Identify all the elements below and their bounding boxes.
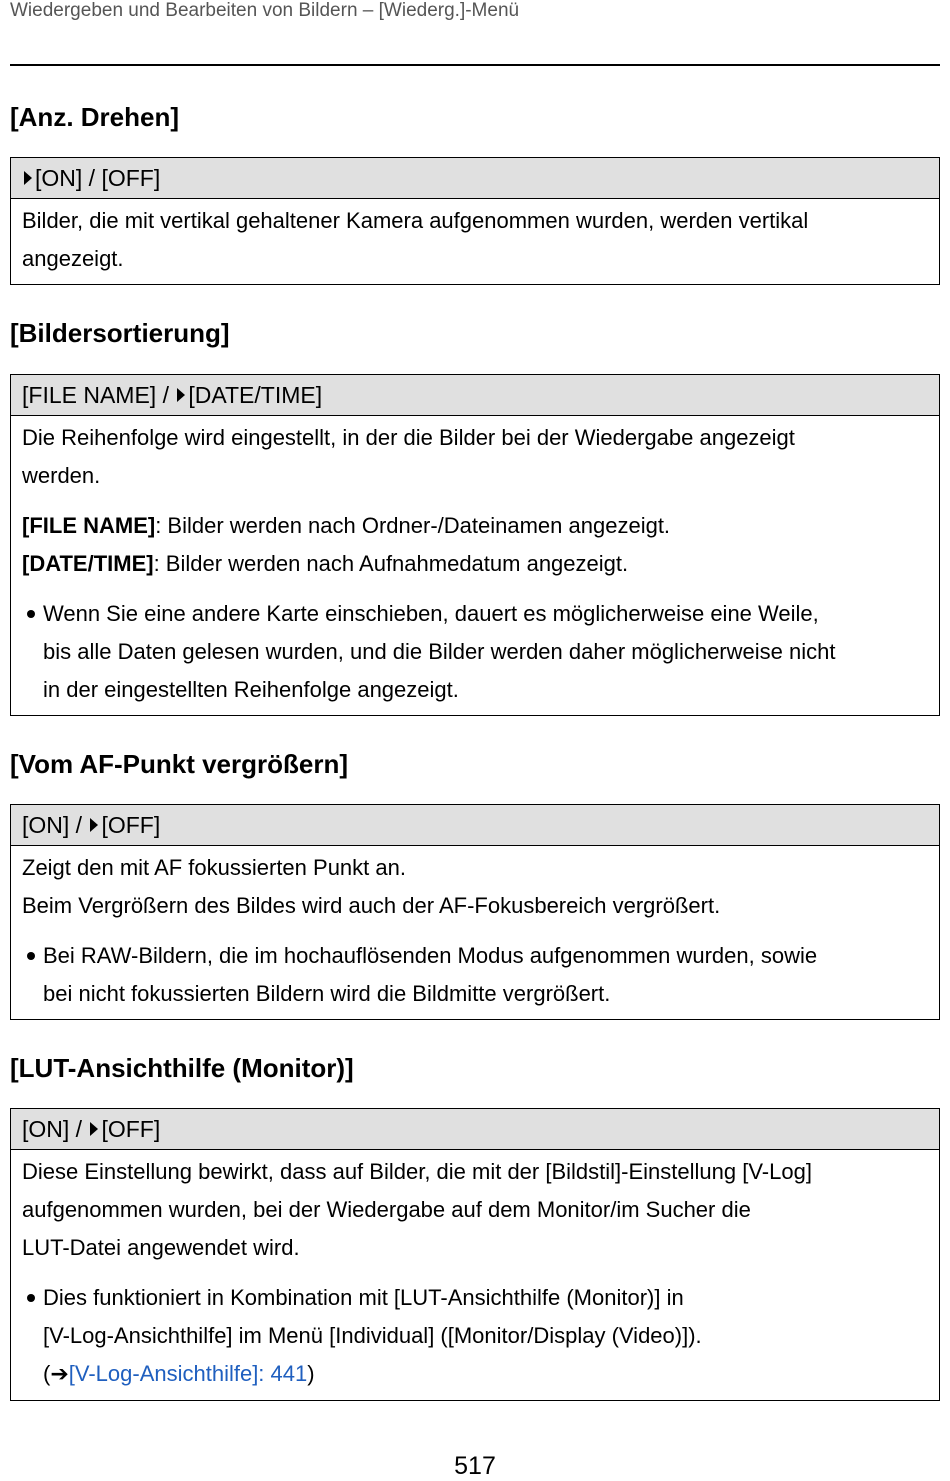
- description-line: LUT-Datei angewendet wird.: [22, 1235, 300, 1260]
- section-title-bildersortierung: [Bildersortierung]: [10, 318, 230, 348]
- description-line: Diese Einstellung bewirkt, dass auf Bilder, die mit der [Bildstil]-Einstellung [V-Log]: [22, 1159, 812, 1184]
- option-date-time: [DATE/TIME]: [188, 382, 323, 408]
- note-bullet: Dies funktioniert in Kombination mit [LUT-Ansichthilfe (Monitor)] in [V-Log-Ansichthilfe] im Menü [Individual] ([Monitor/Display (Video)]). (➔[V-Log-Ansichthilfe]: 441): [22, 1279, 925, 1394]
- option-on: [ON]: [22, 812, 70, 838]
- page-number: 517: [454, 1452, 496, 1480]
- options-row: [ON] / [OFF]: [11, 1109, 939, 1150]
- cross-reference: (➔[V-Log-Ansichthilfe]: 441): [43, 1361, 315, 1387]
- settings-box-anz-drehen: [10, 157, 940, 285]
- default-marker-icon: [90, 1122, 98, 1136]
- option-on: [ON]: [22, 1116, 70, 1142]
- cross-reference-link[interactable]: [V-Log-Ansichthilfe]: 441: [68, 1361, 308, 1386]
- option-off: [OFF]: [101, 165, 161, 191]
- options-row: [ON] / [OFF]: [11, 158, 939, 199]
- description-line: Zeigt den mit AF fokussierten Punkt an.: [22, 855, 406, 880]
- note-bullet: Wenn Sie eine andere Karte einschieben, dauert es möglicherweise eine Weile, bis alle Daten gelesen wurden, und die Bilder werden daher möglicherweise nicht in der eingestellten Reihenfolge angezeigt.: [22, 595, 925, 709]
- description-line: Bilder, die mit vertikal gehaltener Kamera aufgenommen wurden, werden vertikal: [22, 208, 809, 233]
- note-bullet: Bei RAW-Bildern, die im hochauflösenden Modus aufgenommen wurden, sowie bei nicht fokussierten Bildern wird die Bildmitte vergrößert.: [22, 937, 925, 1013]
- description-line: aufgenommen wurden, bei der Wiedergabe auf dem Monitor/im Sucher die: [22, 1197, 751, 1222]
- description-line: werden.: [22, 463, 101, 488]
- definition-file-name: [FILE NAME]: Bilder werden nach Ordner-/Dateinamen angezeigt.: [22, 513, 671, 538]
- section-title-anz-drehen: [Anz. Drehen]: [10, 102, 179, 132]
- breadcrumb: Wiedergeben und Bearbeiten von Bildern – [Wiederg.]-Menü: [10, 0, 520, 21]
- description-line: Die Reihenfolge wird eingestellt, in der die Bilder bei der Wiedergabe angezeigt: [22, 425, 795, 450]
- settings-box-vom-af-punkt: [10, 804, 940, 1020]
- option-off: [OFF]: [101, 812, 161, 838]
- description-line: angezeigt.: [22, 246, 124, 271]
- header-divider: [10, 64, 940, 66]
- option-on: [ON]: [35, 165, 83, 191]
- default-marker-icon: [177, 388, 185, 402]
- arrow-right-icon: ➔: [50, 1362, 69, 1387]
- settings-box-lut-ansichthilfe: [10, 1108, 940, 1401]
- option-off: [OFF]: [101, 1116, 161, 1142]
- section-title-lut-ansichthilfe: [LUT-Ansichthilfe (Monitor)]: [10, 1053, 354, 1083]
- default-marker-icon: [90, 818, 98, 832]
- description-line: Beim Vergrößern des Bildes wird auch der AF-Fokusbereich vergrößert.: [22, 893, 721, 918]
- options-row: [ON] / [OFF]: [11, 805, 939, 846]
- default-marker-icon: [24, 171, 32, 185]
- settings-box-bildersortierung: [10, 374, 940, 716]
- definition-date-time: [DATE/TIME]: Bilder werden nach Aufnahmedatum angezeigt.: [22, 551, 629, 576]
- section-title-vom-af-punkt: [Vom AF-Punkt vergrößern]: [10, 749, 349, 779]
- option-file-name: [FILE NAME]: [22, 382, 157, 408]
- options-row: [FILE NAME] / [DATE/TIME]: [11, 375, 939, 416]
